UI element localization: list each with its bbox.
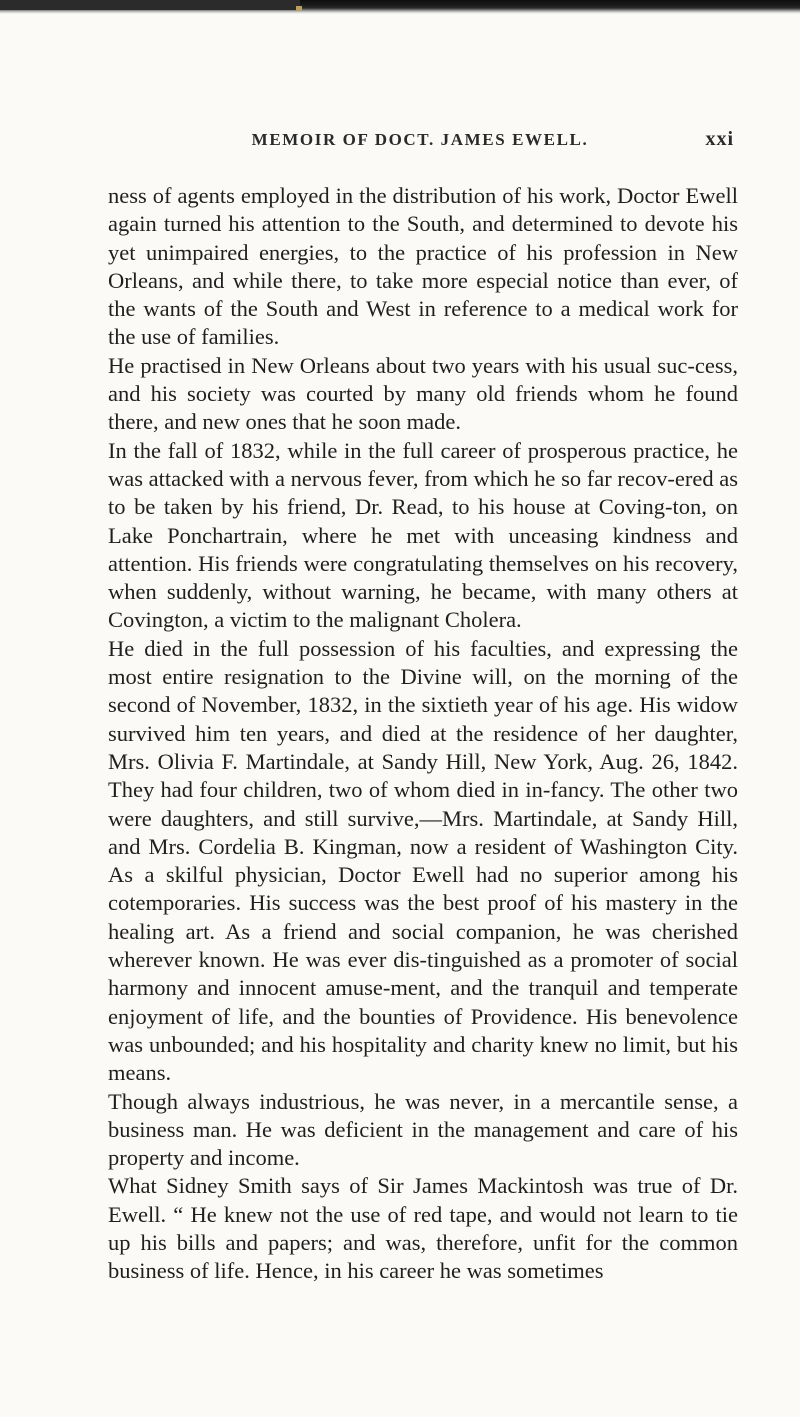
paragraph: What Sidney Smith says of Sir James Mackintosh was true of Dr. Ewell. “ He knew not the use of red tape, and would not learn to tie up his bills and papers; and was, therefore, unfit for the common business of life. Hence, in his career he was sometimes: [108, 1173, 738, 1284]
paragraph: He died in the full possession of his faculties, and expressing the most entire resignation to the Divine will, on the morning of the second of November, 1832, in the sixtieth year of his age. His widow survived him ten years, and died at the residence of her daughter, Mrs. Olivia F. Martindale, at Sandy Hill, New York, Aug. 26, 1842. They had four children, two of whom died in in-fancy. The other two were daughters, and still survive,—Mrs. Martindale, at Sandy Hill, and Mrs. Cordelia B. Kingman, now a resident of Washington City. As a skilful physician, Doctor Ewell had no superior among his cotemporaries. His success was the best proof of his mastery in the healing art. As a friend and social companion, he was cherished wherever known. He was ever dis-tinguished as a promoter of social harmony and innocent amuse-ment, and the tranquil and temperate enjoyment of life, and the bounties of Providence. His benevolence was unbounded; and his hospitality and charity knew no limit, but his means.: [108, 635, 738, 1086]
running-title: MEMOIR OF DOCT. JAMES EWELL.: [251, 130, 589, 149]
running-head: [110, 128, 734, 158]
page-number: xxi: [705, 128, 734, 150]
paragraph: ness of agents employed in the distribution of his work, Doctor Ewell again turned his attention to the South, and determined to devote his yet unimpaired energies, to the practice of his profession in New Orleans, and while there, to take more especial notice than ever, of the wants of the South and West in reference to a medical work for the use of families.: [108, 183, 738, 350]
scan-edge: [0, 0, 800, 14]
paragraph: Though always industrious, he was never, in a mercantile sense, a business man. He was deficient in the management and care of his property and income.: [108, 1088, 738, 1171]
paragraph: He practised in New Orleans about two years with his usual suc-cess, and his society was courted by many old friends whom he found there, and new ones that he soon made.: [108, 352, 738, 435]
body-text: [108, 182, 738, 1286]
paragraph: In the fall of 1832, while in the full career of prosperous practice, he was attacked with a nervous fever, from which he so far recov-ered as to be taken by his friend, Dr. Read, to his house at Coving-ton, on Lake Ponchartrain, where he met with unceasing kindness and attention. His friends were congratulating themselves on his recovery, when suddenly, without warning, he became, with many others at Covington, a victim to the malignant Cholera.: [108, 437, 738, 633]
